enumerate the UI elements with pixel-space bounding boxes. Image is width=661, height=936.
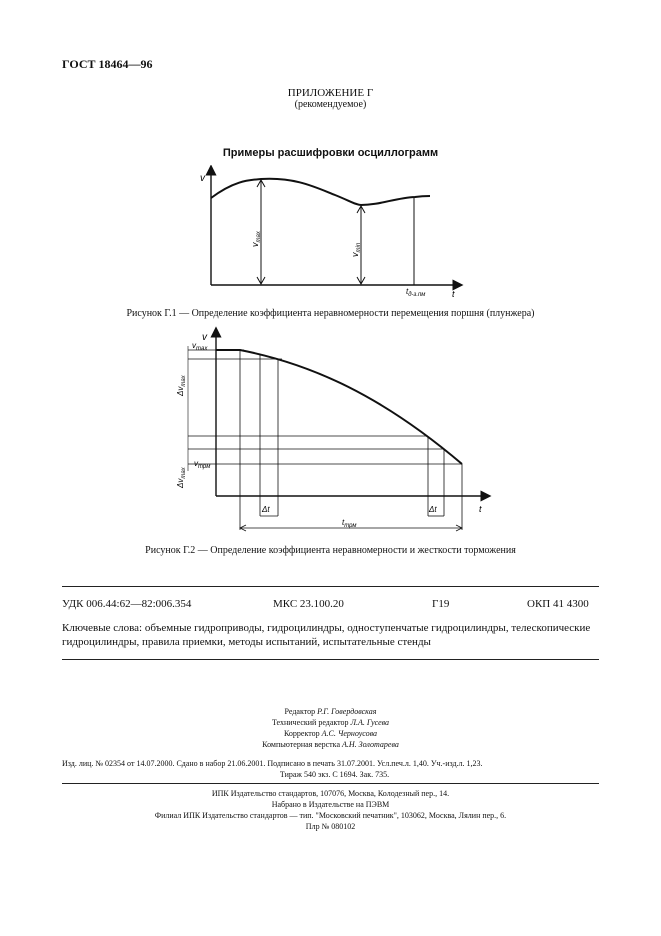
fig2-ttrm-label: $t_{трм}$ [342, 518, 357, 529]
fig2-dv-top-label: $\Delta v_{max}$ [176, 375, 187, 396]
fig2-dt-left-label: Δt [262, 505, 270, 514]
document-code: ГОСТ 18464—96 [62, 57, 153, 71]
divider-bottom [62, 659, 599, 660]
fig1-x-label: t [452, 289, 455, 299]
appendix-subtitle: (рекомендуемое) [294, 99, 367, 110]
figure-2-diagram [172, 326, 492, 534]
fig2-curve [216, 350, 462, 464]
press-line-2: Набрано в Издательстве на ПЭВМ [271, 800, 390, 809]
credit-layout: Компьютерная верстка А.Н. Золотарева [262, 740, 399, 749]
fig2-vmax-label: $v_{max}$ [192, 341, 208, 352]
fig2-y-label: v [202, 332, 207, 343]
imprint-line-2: Тираж 540 экз. С 1694. Зак. 735. [279, 770, 390, 779]
fig2-vtrm-label: $v_{трм}$ [194, 459, 211, 470]
imprint-block [62, 758, 607, 780]
figure-1-caption: Рисунок Г.1 — Определение коэффициента неравномерности перемещения поршня (плунжера) [126, 308, 535, 319]
credit-corrector: Корректор А.С. Черноусова [283, 729, 378, 738]
fig2-dt-right-label: Δt [429, 505, 437, 514]
credit-tech-editor: Технический редактор Л.А. Гусева [271, 718, 390, 727]
divider-imprint [62, 783, 599, 784]
fig1-curve [211, 179, 430, 205]
divider-top [62, 586, 599, 587]
credit-editor: Редактор Р.Г. Говердовская [284, 707, 377, 716]
press-line-1: ИПК Издательство стандартов, 107076, Москва, Колодезный пер., 14. [211, 789, 450, 798]
keywords: Ключевые слова: объемные гидроприводы, гидроцилиндры, одноступенчатые гидроцилиндры, телескопические гидроцилиндры, правила приемки, методы испытаний, испытательные стенды [62, 622, 591, 648]
figure-2-caption: Рисунок Г.2 — Определение коэффициента неравномерности и жесткости торможения [145, 545, 516, 556]
fig1-y-label: v [200, 173, 205, 184]
figure-1-diagram [190, 165, 470, 300]
appendix-title: ПРИЛОЖЕНИЕ Г [287, 87, 374, 99]
fig1-period-label: $t_{д-з.пм}$ [406, 287, 426, 298]
okp-code: ОКП 41 4300 [527, 598, 589, 610]
section-title: Примеры расшифровки осциллограмм [222, 147, 439, 159]
press-block [0, 788, 661, 832]
credits-block [0, 706, 661, 750]
fig2-dv-bottom-label: $\Delta v_{max}$ [176, 467, 187, 488]
udk-code: УДК 006.44:62—82:006.354 [62, 598, 192, 610]
press-line-4: Плр № 080102 [305, 822, 356, 831]
fig1-vmax-label: $v_{max}$ [250, 231, 262, 247]
imprint-line-1: Изд. лиц. № 02354 от 14.07.2000. Сдано в набор 21.06.2001. Подписано в печать 31.07.2001. Усл.печ.л. 1,40. Уч.-изд.л. 1,23. [62, 759, 483, 768]
fig1-vmin-label: $v_{min}$ [350, 242, 362, 257]
mks-code: МКС 23.100.20 [273, 598, 344, 610]
group-code: Г19 [432, 598, 450, 610]
fig2-x-label: t [479, 504, 482, 514]
press-line-3: Филиал ИПК Издательство стандартов — тип. "Московский печатник", 103062, Москва, Лялин пер., 6. [154, 811, 507, 820]
